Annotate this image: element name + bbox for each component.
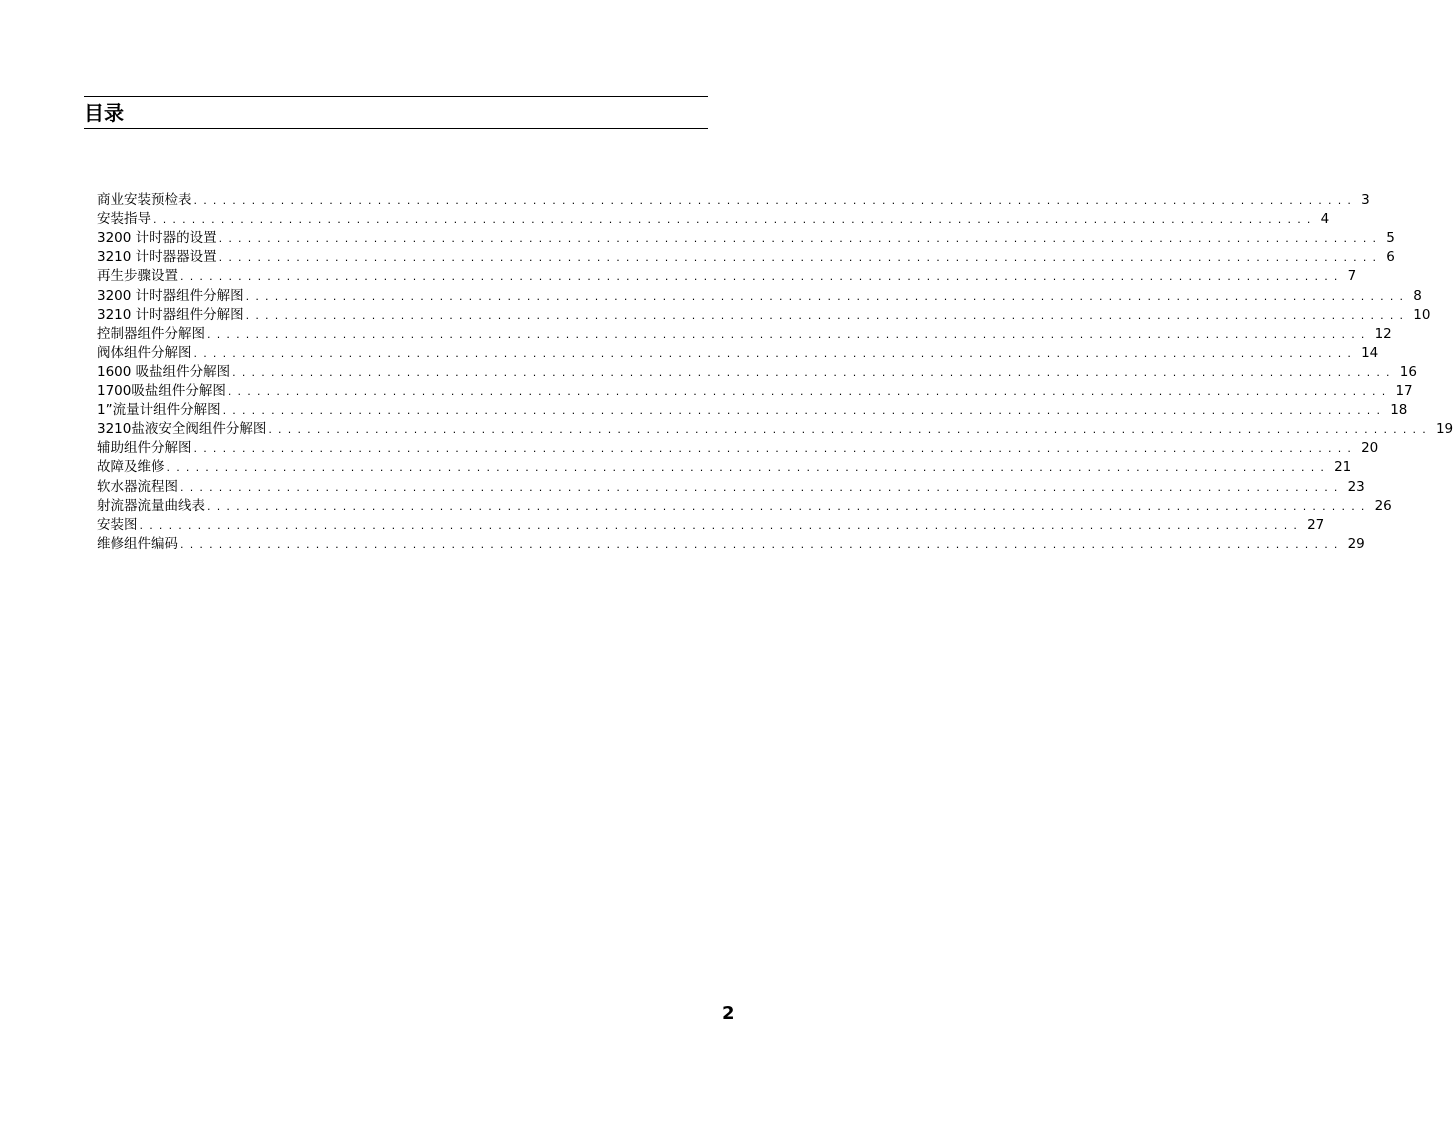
toc-dot-leader: ........................................................................................................................ (139, 518, 1304, 532)
toc-entry-page: 8 (1413, 287, 1422, 304)
toc-entry-page: 14 (1361, 344, 1379, 361)
toc-entry[interactable] (97, 325, 1392, 344)
toc-entry-page: 19 (1435, 421, 1453, 438)
toc-entry[interactable] (97, 306, 1431, 325)
toc-dot-leader: ........................................................................................................................ (180, 480, 1344, 494)
toc-entry-label: 再生步骤设置 (97, 268, 178, 285)
toc-dot-leader: ........................................................................................................................ (193, 194, 1358, 208)
toc-entry-label: 辅助组件分解图 (97, 440, 192, 457)
toc-entry-page: 6 (1386, 249, 1395, 266)
toc-entry-label: 安装图 (97, 516, 138, 533)
toc-entry-page: 27 (1307, 516, 1325, 533)
toc-entry[interactable] (97, 344, 1379, 363)
toc-entry-label: 3200 计时器的设置 (97, 230, 217, 247)
toc-entry-page: 18 (1390, 402, 1408, 419)
toc-entry[interactable] (97, 497, 1392, 516)
toc-dot-leader: ........................................................................................................................ (245, 308, 1410, 322)
toc-entry-page: 4 (1320, 211, 1330, 228)
toc-entry-page: 20 (1361, 440, 1379, 457)
toc-entry-label: 射流器流量曲线表 (97, 497, 205, 514)
toc-dot-leader: ........................................................................................................................ (218, 232, 1383, 246)
toc-entry-page: 16 (1399, 363, 1417, 380)
toc-entry-label: 控制器组件分解图 (97, 325, 205, 342)
toc-dot-leader: ........................................................................................................................ (207, 327, 1371, 341)
toc-dot-leader: ........................................................................................................................ (218, 251, 1383, 265)
toc-entry-label: 故障及维修 (97, 459, 165, 476)
heading-block (84, 96, 708, 129)
toc-entry-page: 12 (1374, 325, 1392, 342)
page-title: 目录 (84, 101, 124, 125)
toc-entry[interactable] (97, 535, 1365, 554)
toc-entry-page: 10 (1413, 306, 1431, 323)
toc-entry[interactable] (97, 229, 1395, 248)
toc-entry[interactable] (97, 248, 1395, 267)
toc-dot-leader: ........................................................................................................................ (207, 499, 1371, 513)
toc-entry[interactable] (97, 286, 1422, 305)
toc-entry-label: 3210 计时器组件分解图 (97, 306, 244, 323)
toc-dot-leader: ........................................................................................................................ (153, 213, 1317, 227)
toc-entry-page: 17 (1395, 383, 1413, 400)
toc-entry-label: 安装指导 (97, 211, 151, 228)
toc-entry[interactable] (97, 191, 1370, 210)
toc-entry-page: 26 (1374, 497, 1392, 514)
page-number: 2 (722, 1003, 735, 1024)
toc-entry-label: 3210 计时器器设置 (97, 249, 217, 266)
toc-dot-leader: ........................................................................................................................ (268, 423, 1432, 437)
toc-entry[interactable] (97, 267, 1357, 286)
table-of-contents (97, 191, 1453, 554)
toc-entry-label: 3200 计时器组件分解图 (97, 287, 244, 304)
toc-dot-leader: ........................................................................................................................ (232, 365, 1396, 379)
toc-dot-leader: ........................................................................................................................ (227, 385, 1392, 399)
toc-entry-label: 维修组件编码 (97, 535, 178, 552)
toc-dot-leader: ........................................................................................................................ (180, 270, 1344, 284)
toc-dot-leader: ........................................................................................................................ (222, 404, 1387, 418)
toc-entry-page: 3 (1361, 192, 1370, 209)
toc-dot-leader: ........................................................................................................................ (193, 442, 1358, 456)
toc-entry-label: 1”流量计组件分解图 (97, 402, 221, 419)
toc-dot-leader: ........................................................................................................................ (180, 537, 1344, 551)
toc-entry-label: 3210盐液安全阀组件分解图 (97, 421, 267, 438)
toc-entry-page: 21 (1334, 459, 1352, 476)
toc-entry[interactable] (97, 382, 1413, 401)
toc-entry[interactable] (97, 210, 1330, 229)
toc-dot-leader: ........................................................................................................................ (166, 461, 1331, 475)
toc-entry-label: 软水器流程图 (97, 478, 178, 495)
toc-entry[interactable] (97, 458, 1352, 477)
toc-entry[interactable] (97, 516, 1325, 535)
toc-entry-label: 1600 吸盐组件分解图 (97, 363, 231, 380)
toc-entry[interactable] (97, 401, 1408, 420)
toc-dot-leader: ........................................................................................................................ (245, 289, 1410, 303)
toc-entry-page: 23 (1347, 478, 1365, 495)
toc-entry-label: 阀体组件分解图 (97, 344, 192, 361)
toc-entry-label: 商业安装预检表 (97, 192, 192, 209)
toc-entry-page: 5 (1386, 230, 1395, 247)
toc-entry-label: 1700吸盐组件分解图 (97, 383, 226, 400)
toc-entry[interactable] (97, 477, 1365, 496)
toc-dot-leader: ........................................................................................................................ (193, 346, 1358, 360)
toc-entry[interactable] (97, 439, 1379, 458)
toc-entry-page: 7 (1347, 268, 1357, 285)
toc-entry[interactable] (97, 363, 1417, 382)
toc-entry-page: 29 (1347, 535, 1365, 552)
toc-entry[interactable] (97, 420, 1453, 439)
